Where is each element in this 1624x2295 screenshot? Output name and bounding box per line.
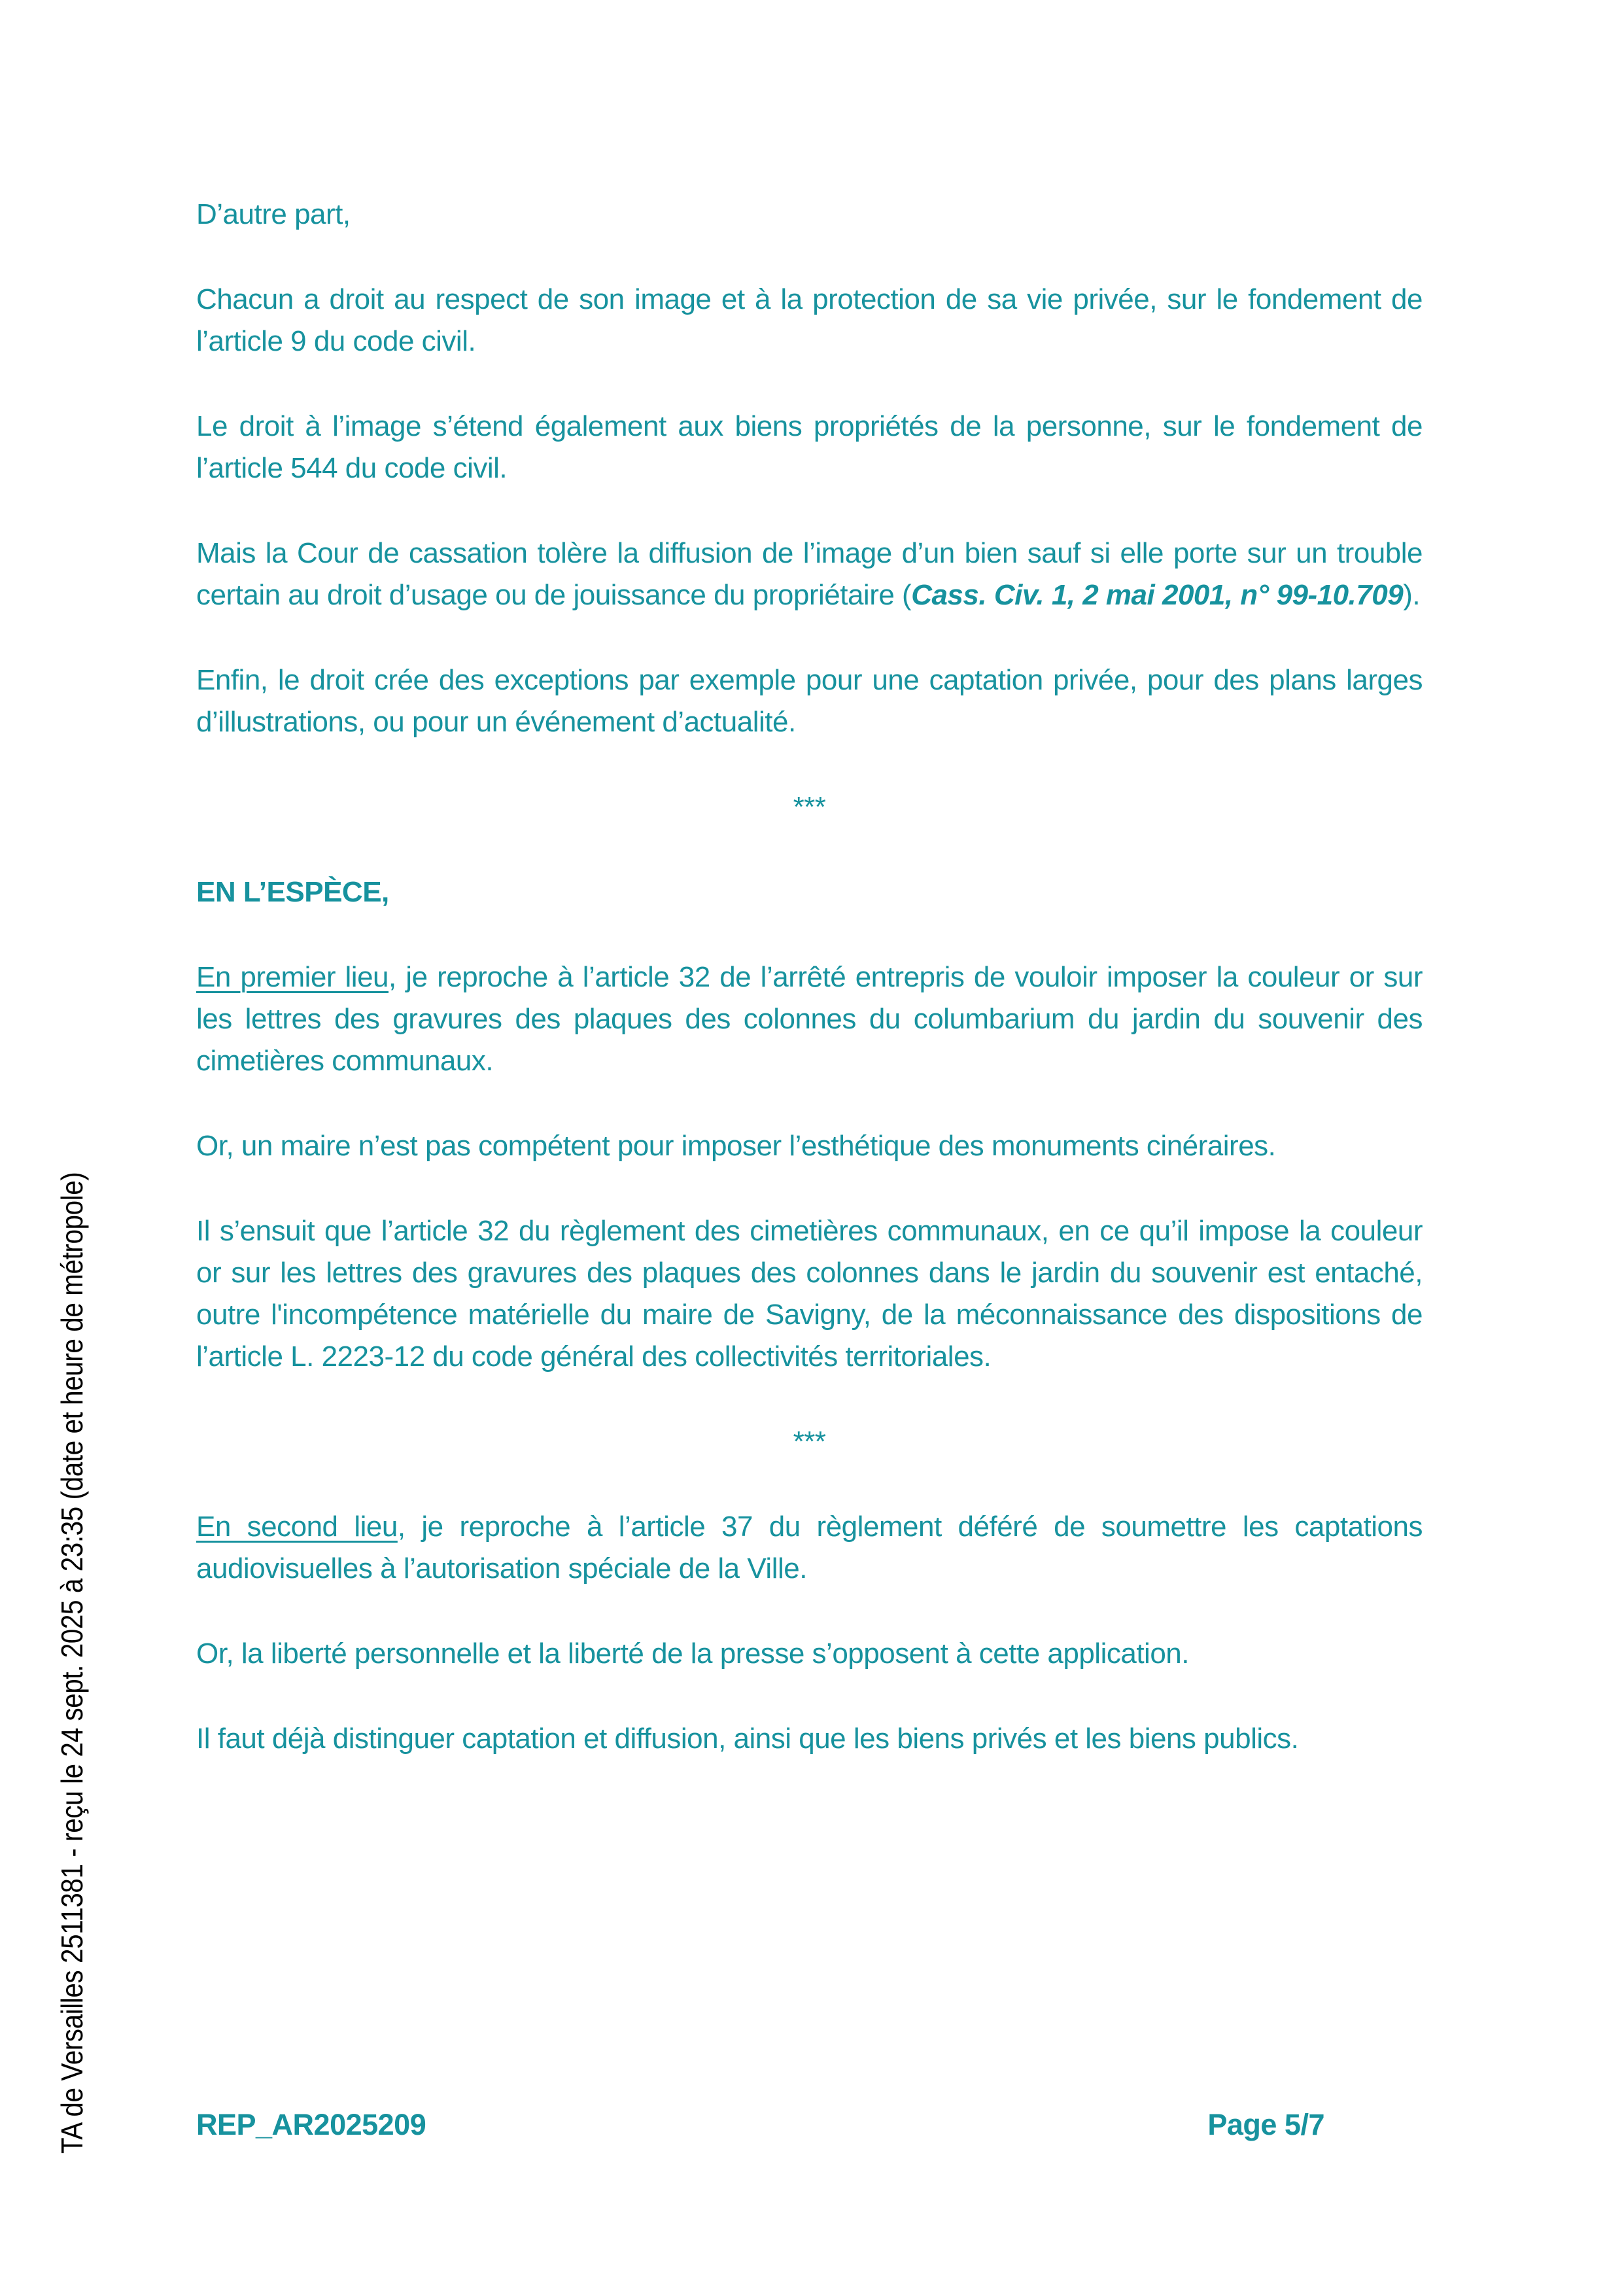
text-segment: Il faut déjà distinguer captation et diffusion, ainsi que les biens privés et les biens publics. [196, 1723, 1299, 1755]
text-segment: Enfin, le droit crée des exceptions par exemple pour une captation privée, pour des plans larges d’illustrations, ou pour un événement d’actualité. [196, 664, 1423, 738]
text-segment: , je reproche à l’article 32 de l’arrêté entrepris de vouloir imposer la couleur or sur les lettres des gravures des plaques des colonnes du columbarium du jardin du souvenir des cimetières communaux. [196, 961, 1423, 1077]
text-segment: *** [793, 791, 826, 823]
para-or-un-maire [196, 1125, 1423, 1167]
para-mais-la-cour [196, 533, 1423, 616]
text-segment: Mais la Cour de cassation tolère la diffusion de l’image d’un bien sauf si elle porte sur un trouble certain au droit d’usage ou de jouissance du propriétaire ( [196, 537, 1423, 611]
para-il-faut-deja [196, 1718, 1423, 1760]
text-segment: Cass. Civ. 1, 2 mai 2001, n° 99-10.709 [911, 579, 1404, 611]
text-segment: *** [793, 1426, 826, 1458]
footer-page-number: Page 5/7 [1207, 2108, 1324, 2141]
para-le-droit-a-l-image [196, 406, 1423, 489]
para-or-la-liberte [196, 1633, 1423, 1675]
para-en-premier-lieu [196, 956, 1423, 1082]
text-segment: , je reproche à l’article 37 du règlement déféré de soumettre les captations audiovisuelles à l’autorisation spéciale de la Ville. [196, 1511, 1423, 1585]
document-body [196, 194, 1423, 1803]
text-segment: EN L’ESPÈCE [196, 876, 382, 908]
para-enfin-le-droit [196, 659, 1423, 743]
text-segment: Chacun a droit au respect de son image et à la protection de sa vie privée, sur le fondement de l’article 9 du code civil. [196, 283, 1423, 357]
text-segment: Or, la liberté personnelle et la liberté de la presse s’opposent à cette application. [196, 1638, 1189, 1670]
para-chacun-a-droit [196, 279, 1423, 362]
text-segment: D’autre part, [196, 198, 351, 230]
para-dautre-part [196, 194, 1423, 236]
separator-stars-1 [196, 786, 1423, 828]
text-segment: Le droit à l’image s’étend également aux biens propriétés de la personne, sur le fondement de l’article 544 du code civil. [196, 410, 1423, 484]
para-il-s-ensuit [196, 1210, 1423, 1378]
text-segment: , [381, 876, 389, 908]
text-segment: En second lieu [196, 1511, 398, 1543]
text-segment: En premier lieu [196, 961, 389, 993]
text-segment: Or, un maire n’est pas compétent pour imposer l’esthétique des monuments cinéraires. [196, 1130, 1276, 1162]
text-segment: ). [1403, 579, 1421, 611]
para-en-second-lieu [196, 1506, 1423, 1590]
court-timestamp-stamp: TA de Versailles 2511381 - reçu le 24 sept. 2025 à 23:35 (date et heure de métropole) [55, 1172, 89, 2154]
separator-stars-2 [196, 1421, 1423, 1463]
footer [196, 2108, 1423, 2142]
text-segment: Il s’ensuit que l’article 32 du règlement des cimetières communaux, en ce qu’il impose la couleur or sur les lettres des gravures des plaques des colonnes dans le jardin du souvenir est entaché, outre l'incompétence matérielle du maire de Savigny, de la méconnaissance des dispositions de l’article L. 2223-12 du code général des collectivités territoriales. [196, 1215, 1423, 1373]
footer-reference: REP_AR2025209 [196, 2108, 426, 2141]
heading-en-l-espece [196, 871, 1423, 913]
